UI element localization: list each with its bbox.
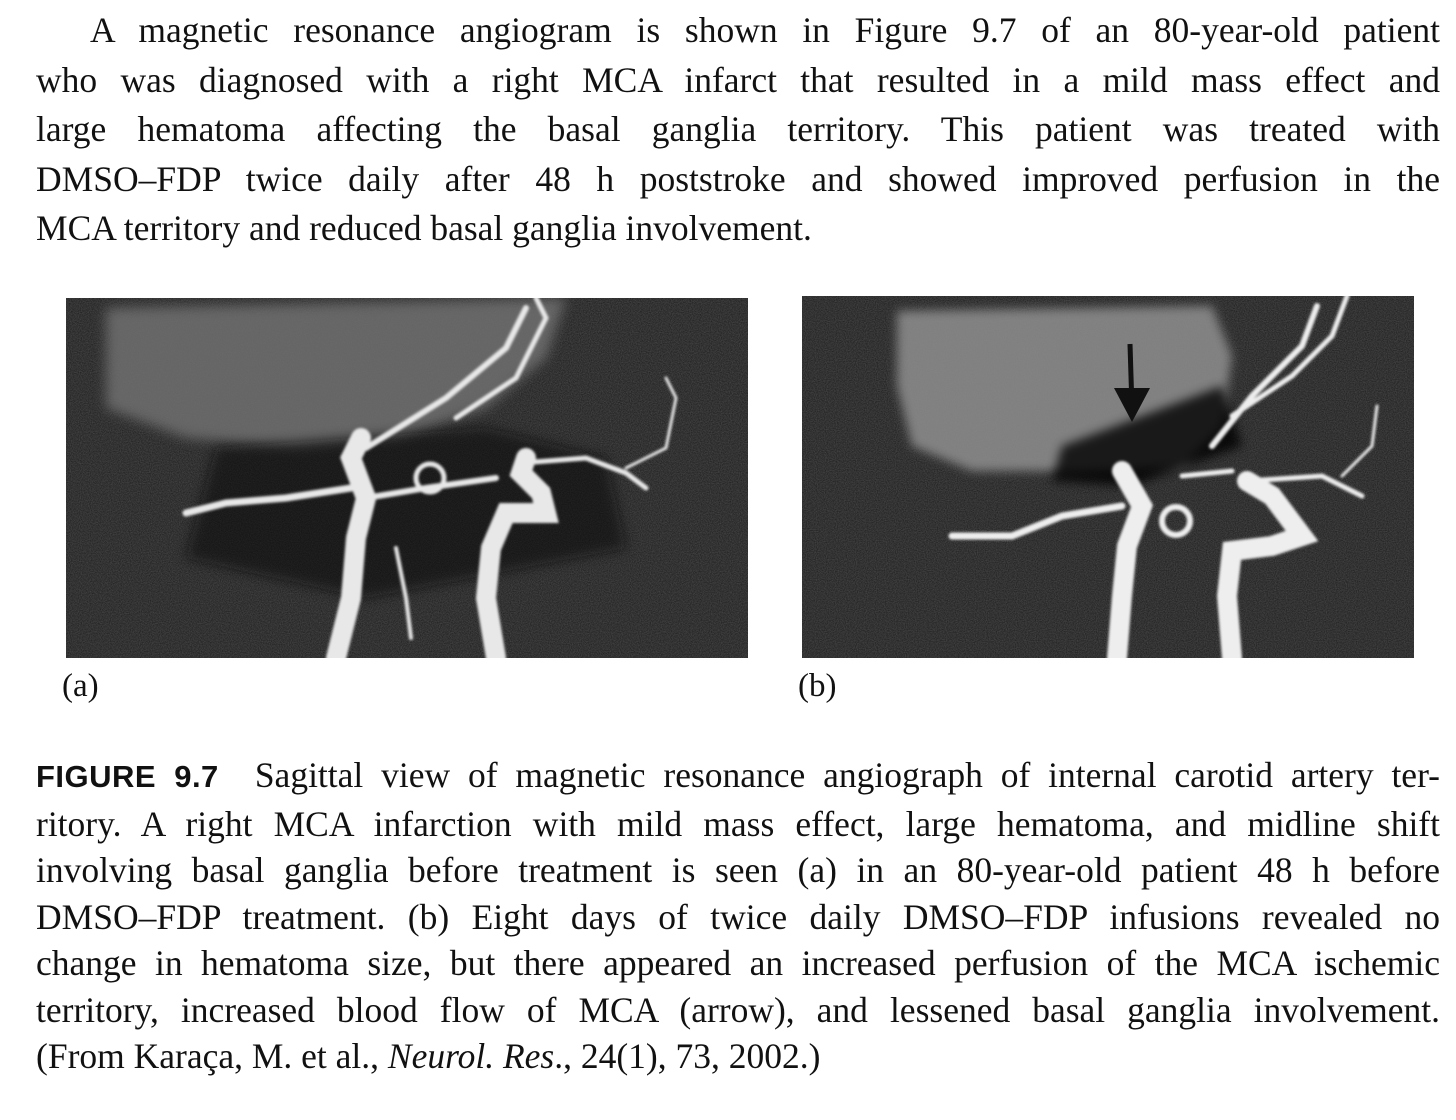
paragraph-line: large hematoma affecting the basal ganglia territory. This patient was treated with: [36, 109, 1440, 149]
figure-caption: [36, 752, 1440, 1080]
caption-line: involving basal ganglia before treatment is seen (a) in an 80-year-old patient 48 h before: [36, 850, 1440, 890]
caption-line: territory, increased blood flow of MCA (arrow), and lessened basal ganglia involvement.: [36, 989, 1440, 1030]
figure-label: FIGURE 9.7: [36, 759, 219, 794]
caption-text: Sagittal view of magnetic resonance angiograph of internal carotid artery ter-: [254, 755, 1441, 795]
citation-journal: Neurol. Res: [387, 1036, 555, 1076]
caption-line: change in hematoma size, but there appeared an increased perfusion of the MCA ischemic: [36, 943, 1440, 983]
citation-suffix: ., 24(1), 73, 2002.): [554, 1036, 821, 1076]
panel-label-a: (a): [62, 668, 99, 704]
paragraph-line: DMSO–FDP twice daily after 48 h poststroke and showed improved perfusion in the: [36, 158, 1440, 199]
paragraph-line: MCA territory and reduced basal ganglia involvement.: [36, 208, 812, 248]
angiogram-image-a: [66, 298, 748, 658]
angiogram-a-graphic: [66, 298, 748, 658]
paragraph-line: A magnetic resonance angiogram is shown in Figure 9.7 of an 80-year-old patient: [90, 10, 1440, 50]
paragraph-line: who was diagnosed with a right MCA infarct that resulted in a mild mass effect and: [36, 59, 1440, 100]
citation-prefix: (From Karaça, M. et al.,: [36, 1036, 388, 1076]
body-paragraph: [36, 6, 1440, 254]
caption-line: DMSO–FDP treatment. (b) Eight days of twice daily DMSO–FDP infusions revealed no: [36, 896, 1440, 937]
caption-line: ritory. A right MCA infarction with mild mass effect, large hematoma, and midline shift: [36, 803, 1440, 844]
citation: [36, 1033, 1440, 1080]
angiogram-image-b: [802, 296, 1414, 658]
panel-label-b: (b): [798, 668, 837, 704]
caption-line: [36, 752, 1440, 801]
angiogram-b-graphic: [802, 296, 1414, 658]
